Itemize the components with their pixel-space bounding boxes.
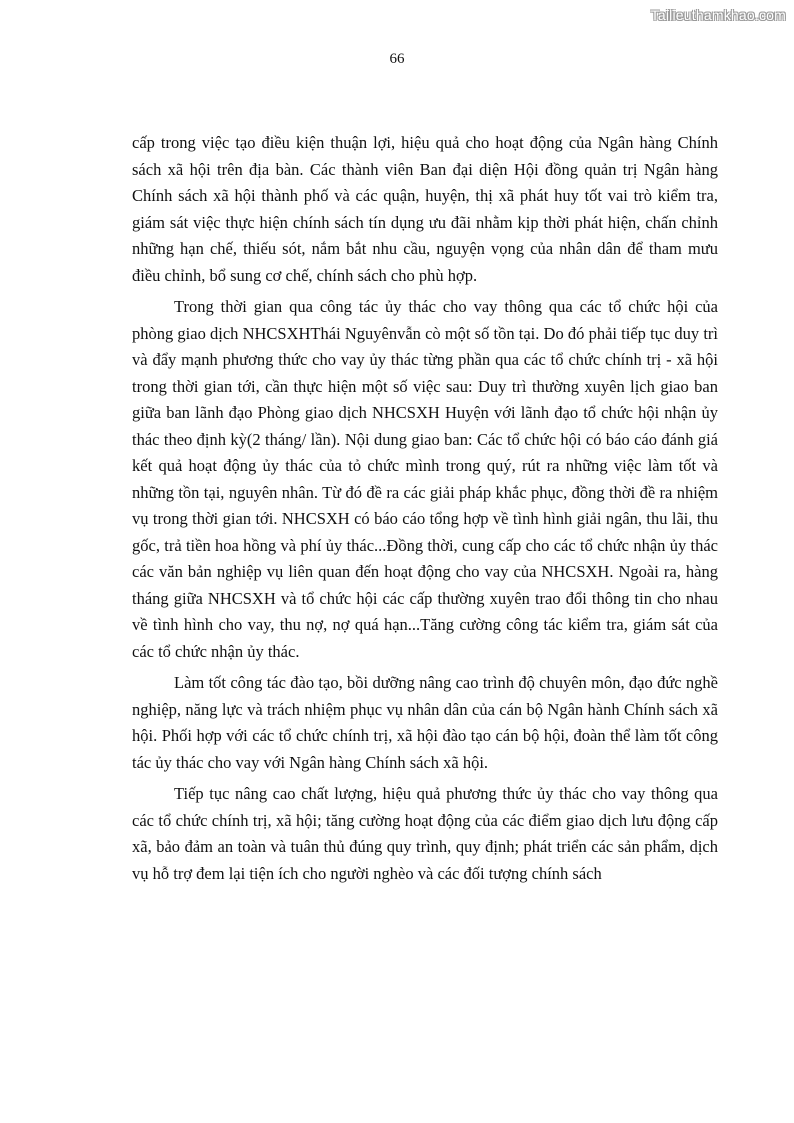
page-number: 66 <box>389 51 405 67</box>
paragraph-quality-improvement: Tiếp tục nâng cao chất lượng, hiệu quả phương thức ủy thác cho vay thông qua các tổ chức chính trị, xã hội; tăng cường hoạt động của các điểm giao dịch lưu động cấp xã, bảo đảm an toàn và tuân thủ đúng quy trình, quy định; phát triển các sản phẩm, dịch vụ hỗ trợ đem lại tiện ích cho người nghèo và các đối tượng chính sách <box>132 784 718 883</box>
paragraph-continuation: cấp trong việc tạo điều kiện thuận lợi, hiệu quả cho hoạt động của Ngân hàng Chính sách xã hội trên địa bàn. Các thành viên Ban đại diện Hội đồng quản trị Ngân hàng Chính sách xã hội thành phố và các quận, huyện, thị xã phát huy tốt vai trò kiểm tra, giám sát việc thực hiện chính sách tín dụng ưu đãi nhằm kịp thời phát hiện, chấn chỉnh những hạn chế, thiếu sót, nắm bắt nhu cầu, nguyện vọng của nhân dân để tham mưu điều chỉnh, bổ sung cơ chế, chính sách cho phù hợp. <box>132 133 718 285</box>
watermark-text: Tailieuthamkhao.com <box>650 7 786 23</box>
paragraph-trust-lending: Trong thời gian qua công tác ủy thác cho vay thông qua các tổ chức hội của phòng giao dịch NHCSXHThái Nguyênvẫn cò một số tồn tại. Do đó phải tiếp tục duy trì và đẩy mạnh phương thức cho vay ủy thác từng phần qua các tổ chức chính trị - xã hội trong thời gian tới, cần thực hiện một số việc sau: Duy trì thường xuyên lịch giao ban giữa ban lãnh đạo Phòng giao dịch NHCSXH Huyện với lãnh đạo tổ chức hội nhận ủy thác theo định kỳ(2 tháng/ lần). Nội dung giao ban: Các tổ chức hội có báo cáo đánh giá kết quả hoạt động ủy thác của tỏ chức mình trong quý, rút ra những việc làm tốt và những tồn tại, nguyên nhân. Từ đó đề ra các giải pháp khắc phục, đồng thời đề ra nhiệm vụ trong thời gian tới. NHCSXH có báo cáo tổng hợp về tình hình giải ngân, thu lãi, thu gốc, trả tiền hoa hồng và phí ủy thác...Đồng thời, cung cấp cho các tổ chức nhận ủy thác các văn bản nghiệp vụ liên quan đến hoạt động cho vay của NHCSXH. Ngoài ra, hàng tháng giữa NHCSXH và tổ chức hội các cấp thường xuyên trao đổi thông tin cho nhau về tình hình cho vay, thu nợ, nợ quá hạn...Tăng cường công tác kiểm tra, giám sát của các tổ chức nhận ủy thác. <box>132 297 718 661</box>
document-body <box>132 130 718 887</box>
paragraph-staff-training: Làm tốt công tác đào tạo, bồi dưỡng nâng cao trình độ chuyên môn, đạo đức nghề nghiệp, năng lực và trách nhiệm phục vụ nhân dân của cán bộ Ngân hành Chính sách xã hội. Phối hợp với các tổ chức chính trị, xã hội đào tạo cán bộ hội, đoàn thể làm tốt công tác ủy thác cho vay với Ngân hàng Chính sách xã hội. <box>132 673 718 772</box>
